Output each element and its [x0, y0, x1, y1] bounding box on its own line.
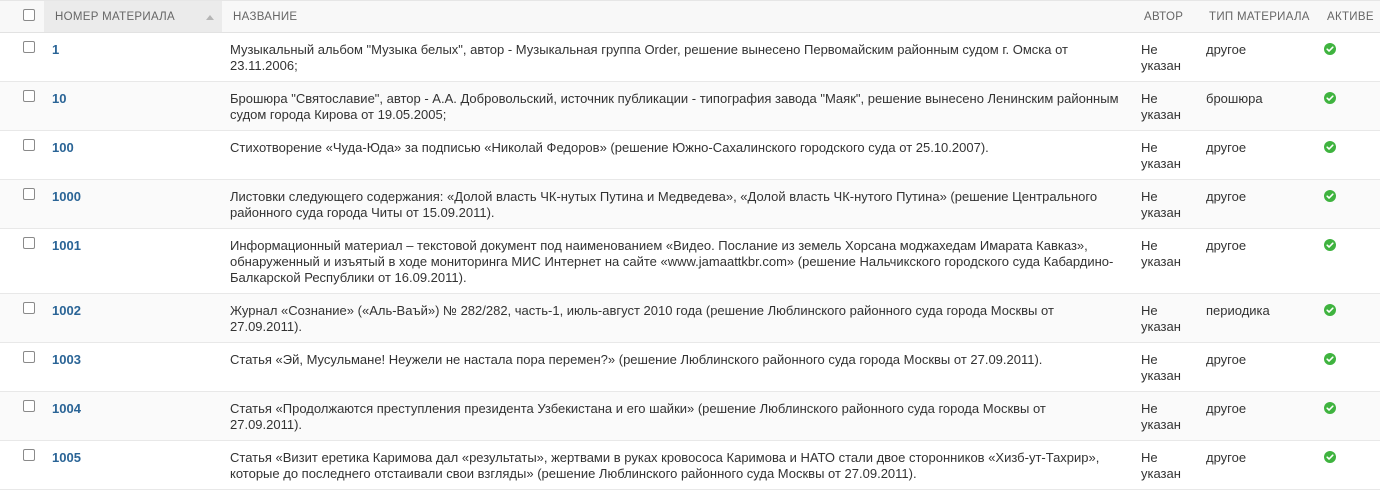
row-select-cell — [0, 229, 44, 294]
material-number-link[interactable]: 1005 — [52, 450, 81, 465]
column-header-active[interactable] — [1316, 1, 1380, 33]
material-number-link[interactable]: 100 — [52, 140, 74, 155]
material-name-cell — [222, 441, 1133, 490]
material-number-cell — [44, 33, 222, 82]
material-author-cell — [1133, 82, 1198, 131]
header-select-all — [0, 1, 44, 33]
row-select-cell — [0, 82, 44, 131]
material-name: Статья «Продолжаются преступления президента Узбекистана и его шайки» (решение Люблинского районного суда города Москвы от 27.09.2011). — [230, 401, 1046, 432]
material-name: Листовки следующего содержания: «Долой власть ЧК-нутых Путина и Медведева», «Долой власть ЧК-нутого Путина» (решение Центрального районного суда города Читы от 15.09.2011). — [230, 189, 1098, 220]
column-header-type[interactable] — [1198, 1, 1316, 33]
material-author-cell — [1133, 180, 1198, 229]
material-type: периодика — [1206, 303, 1270, 318]
material-type: другое — [1206, 238, 1247, 253]
material-type-cell — [1198, 229, 1316, 294]
table-row — [0, 392, 1380, 441]
material-number-link[interactable]: 10 — [52, 91, 67, 106]
material-name-cell — [222, 294, 1133, 343]
material-active-cell — [1316, 441, 1380, 490]
sort-ascending-icon — [206, 15, 214, 20]
material-name-cell — [222, 392, 1133, 441]
material-active-cell — [1316, 229, 1380, 294]
row-checkbox[interactable] — [23, 237, 35, 249]
material-author: Не указан — [1141, 189, 1181, 220]
row-select-cell — [0, 441, 44, 490]
material-name-cell — [222, 131, 1133, 180]
material-author: Не указан — [1141, 238, 1181, 269]
row-checkbox[interactable] — [23, 302, 35, 314]
material-author: Не указан — [1141, 352, 1181, 383]
material-author-cell — [1133, 229, 1198, 294]
check-circle-icon — [1324, 190, 1336, 202]
material-number-cell — [44, 82, 222, 131]
column-header-type-label: ТИП МАТЕРИАЛА — [1209, 10, 1310, 23]
material-type: другое — [1206, 42, 1247, 57]
material-number-link[interactable]: 1002 — [52, 303, 81, 318]
table-row — [0, 294, 1380, 343]
row-checkbox[interactable] — [23, 351, 35, 363]
material-number-link[interactable]: 1003 — [52, 352, 81, 367]
material-name: Статья «Эй, Мусульмане! Неужели не настала пора перемен?» (решение Люблинского районного суда города Москвы от 27.09.2011). — [230, 352, 1043, 367]
material-active-cell — [1316, 82, 1380, 131]
material-name: Журнал «Сознание» («Аль-Ваъй») № 282/282, часть-1, июль-август 2010 года (решение Люблинского районного суда города Москвы от 27.09.2011). — [230, 303, 1054, 334]
material-name-cell — [222, 229, 1133, 294]
material-name: Статья «Визит еретика Каримова дал «результаты», жертвами в руках кровососа Каримова и НАТО стали двое сторонников «Хизб-ут-Тахрир», которые до последнего отстаивали свои взгляды» (решение Люблинского районного суда Москвы от 27.09.2011). — [230, 450, 1100, 481]
material-active-cell — [1316, 392, 1380, 441]
row-checkbox[interactable] — [23, 188, 35, 200]
material-active-cell — [1316, 180, 1380, 229]
row-select-cell — [0, 131, 44, 180]
material-number-link[interactable]: 1001 — [52, 238, 81, 253]
table-body — [0, 33, 1380, 490]
check-circle-icon — [1324, 239, 1336, 251]
material-type-cell — [1198, 392, 1316, 441]
material-name: Информационный материал – текстовой документ под наименованием «Видео. Послание из земель Хорсана моджахедам Имарата Кавказ», обнаруженный и изъятый в ходе мониторинга МИС Интернет на сайте «www.jamaattkbr.com» (решение Нальчикского городского суда Кабардино-Балкарской Республики от 16.09.2011). — [230, 238, 1114, 285]
table-row — [0, 33, 1380, 82]
material-author: Не указан — [1141, 91, 1181, 122]
check-circle-icon — [1324, 92, 1336, 104]
material-number-link[interactable]: 1 — [52, 42, 60, 57]
material-active-cell — [1316, 343, 1380, 392]
material-type: другое — [1206, 189, 1247, 204]
column-header-number[interactable] — [44, 1, 222, 33]
material-number-cell — [44, 131, 222, 180]
material-author-cell — [1133, 441, 1198, 490]
material-author-cell — [1133, 343, 1198, 392]
row-select-cell — [0, 33, 44, 82]
table-header — [0, 1, 1380, 33]
material-author: Не указан — [1141, 42, 1181, 73]
material-active-cell — [1316, 131, 1380, 180]
row-checkbox[interactable] — [23, 139, 35, 151]
material-type-cell — [1198, 180, 1316, 229]
column-header-author[interactable] — [1133, 1, 1198, 33]
material-name: Музыкальный альбом "Музыка белых", автор - Музыкальная группа Order, решение вынесено Первомайским районным судом г. Омска от 23.11.2006; — [230, 42, 1068, 73]
material-number-cell — [44, 180, 222, 229]
material-name: Стихотворение «Чуда-Юда» за подписью «Николай Федоров» (решение Южно-Сахалинского городского суда от 25.10.2007). — [230, 140, 989, 155]
row-checkbox[interactable] — [23, 41, 35, 53]
select-all-checkbox[interactable] — [23, 9, 35, 21]
material-name: Брошюра "Святославие", автор - А.А. Добровольский, источник публикации - типография завода "Маяк", решение вынесено Ленинским районным судом города Кирова от 19.05.2005; — [230, 91, 1119, 122]
material-name-cell — [222, 33, 1133, 82]
material-author-cell — [1133, 392, 1198, 441]
table-row — [0, 131, 1380, 180]
material-active-cell — [1316, 294, 1380, 343]
material-type-cell — [1198, 33, 1316, 82]
material-name-cell — [222, 180, 1133, 229]
check-circle-icon — [1324, 353, 1336, 365]
material-type: другое — [1206, 140, 1247, 155]
check-circle-icon — [1324, 402, 1336, 414]
material-author-cell — [1133, 131, 1198, 180]
material-number-link[interactable]: 1000 — [52, 189, 81, 204]
row-select-cell — [0, 180, 44, 229]
material-type-cell — [1198, 131, 1316, 180]
material-type: другое — [1206, 450, 1247, 465]
material-number-link[interactable]: 1004 — [52, 401, 81, 416]
table-row — [0, 82, 1380, 131]
column-header-active-label: АКТИВЕ — [1327, 10, 1374, 23]
row-select-cell — [0, 294, 44, 343]
row-select-cell — [0, 343, 44, 392]
material-author-cell — [1133, 33, 1198, 82]
column-header-name[interactable] — [222, 1, 1133, 33]
table-row — [0, 180, 1380, 229]
row-select-cell — [0, 392, 44, 441]
material-type: другое — [1206, 352, 1247, 367]
check-circle-icon — [1324, 141, 1336, 153]
table-row — [0, 441, 1380, 490]
material-number-cell — [44, 294, 222, 343]
row-checkbox[interactable] — [23, 400, 35, 412]
material-type-cell — [1198, 343, 1316, 392]
row-checkbox[interactable] — [23, 90, 35, 102]
material-number-cell — [44, 343, 222, 392]
material-type-cell — [1198, 441, 1316, 490]
check-circle-icon — [1324, 304, 1336, 316]
row-checkbox[interactable] — [23, 449, 35, 461]
table-row — [0, 343, 1380, 392]
check-circle-icon — [1324, 43, 1336, 55]
material-author: Не указан — [1141, 401, 1181, 432]
material-type-cell — [1198, 294, 1316, 343]
material-author-cell — [1133, 294, 1198, 343]
material-type: брошюра — [1206, 91, 1263, 106]
material-number-cell — [44, 392, 222, 441]
material-name-cell — [222, 82, 1133, 131]
material-author: Не указан — [1141, 140, 1181, 171]
material-type: другое — [1206, 401, 1247, 416]
material-number-cell — [44, 441, 222, 490]
material-number-cell — [44, 229, 222, 294]
material-author: Не указан — [1141, 450, 1181, 481]
material-type-cell — [1198, 82, 1316, 131]
column-header-name-label: НАЗВАНИЕ — [233, 10, 298, 23]
material-name-cell — [222, 343, 1133, 392]
check-circle-icon — [1324, 451, 1336, 463]
column-header-author-label: АВТОР — [1144, 10, 1184, 23]
material-author: Не указан — [1141, 303, 1181, 334]
material-active-cell — [1316, 33, 1380, 82]
column-header-number-label: НОМЕР МАТЕРИАЛА — [55, 10, 175, 23]
table-row — [0, 229, 1380, 294]
